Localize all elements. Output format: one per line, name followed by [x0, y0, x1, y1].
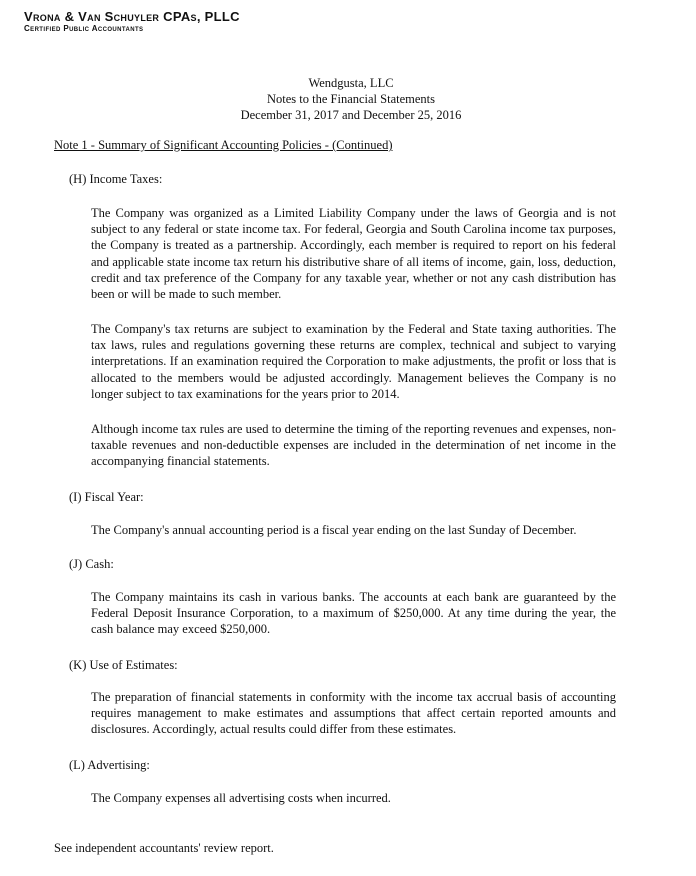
- paragraph-income-taxes-2: The Company's tax returns are subject to examination by the Federal and State taxing authorities. The tax laws, rules and regulations governing these returns are complex, technical and subject to varying interpretations. If an examination required the Corporation to make adjustments, the profit or loss that is allocated to the members would be adjusted accordingly. Management believes the Company is no longer subject to tax examinations for the years prior to 2014.: [91, 322, 616, 401]
- firm-name: Vrona & Van Schuyler CPAs, PLLC: [24, 9, 240, 24]
- paragraph-cash: The Company maintains its cash in various banks. The accounts at each bank are guaranteed by the Federal Deposit Insurance Corporation, to a maximum of $250,000. At any time during the year, the cash balance may exceed $250,000.: [91, 590, 616, 637]
- paragraph-advertising: The Company expenses all advertising costs when incurred.: [91, 791, 391, 805]
- period-text: December 31, 2017 and December 25, 2016: [240, 108, 462, 122]
- footer-note: See independent accountants' review report.: [54, 841, 274, 855]
- heading-estimates: (K) Use of Estimates:: [69, 658, 178, 672]
- paragraph-income-taxes-3: Although income tax rules are used to determine the timing of the reporting revenues and expenses, non-taxable revenues and non-deductible expenses are included in the determination of net income in the accompanying financial statements.: [91, 422, 616, 469]
- firm-subtitle: Certified Public Accountants: [24, 24, 144, 33]
- title-text: Notes to the Financial Statements: [266, 92, 436, 106]
- statement-period: [0, 107, 696, 123]
- statement-title: [0, 91, 696, 107]
- note-title: Note 1 - Summary of Significant Accounting Policies - (Continued): [54, 138, 393, 152]
- heading-income-taxes: (H) Income Taxes:: [69, 172, 163, 186]
- statement-company: [0, 75, 696, 91]
- paragraph-estimates: The preparation of financial statements in conformity with the income tax accrual basis of accounting requires management to make estimates and assumptions that affect certain reported amounts and disclosures. Accordingly, actual results could differ from these estimates.: [91, 690, 616, 737]
- company-name: Wendgusta, LLC: [308, 76, 394, 90]
- heading-cash: (J) Cash:: [69, 557, 114, 571]
- paragraph-income-taxes-1: The Company was organized as a Limited Liability Company under the laws of Georgia and is not subject to any federal or state income tax. For federal, Georgia and South Carolina income tax purposes, the Company is treated as a partnership. Accordingly, each member is required to report on his federal and applicable state income tax return his distributive share of all items of income, gain, loss, deduction, credit and tax preference of the Company for any taxable year, whether or not any cash distribution has been or will be made to such member.: [91, 206, 616, 302]
- heading-advertising: (L) Advertising:: [69, 758, 150, 772]
- heading-fiscal-year: (I) Fiscal Year:: [69, 490, 144, 504]
- paragraph-fiscal-year: The Company's annual accounting period is a fiscal year ending on the last Sunday of December.: [91, 523, 577, 537]
